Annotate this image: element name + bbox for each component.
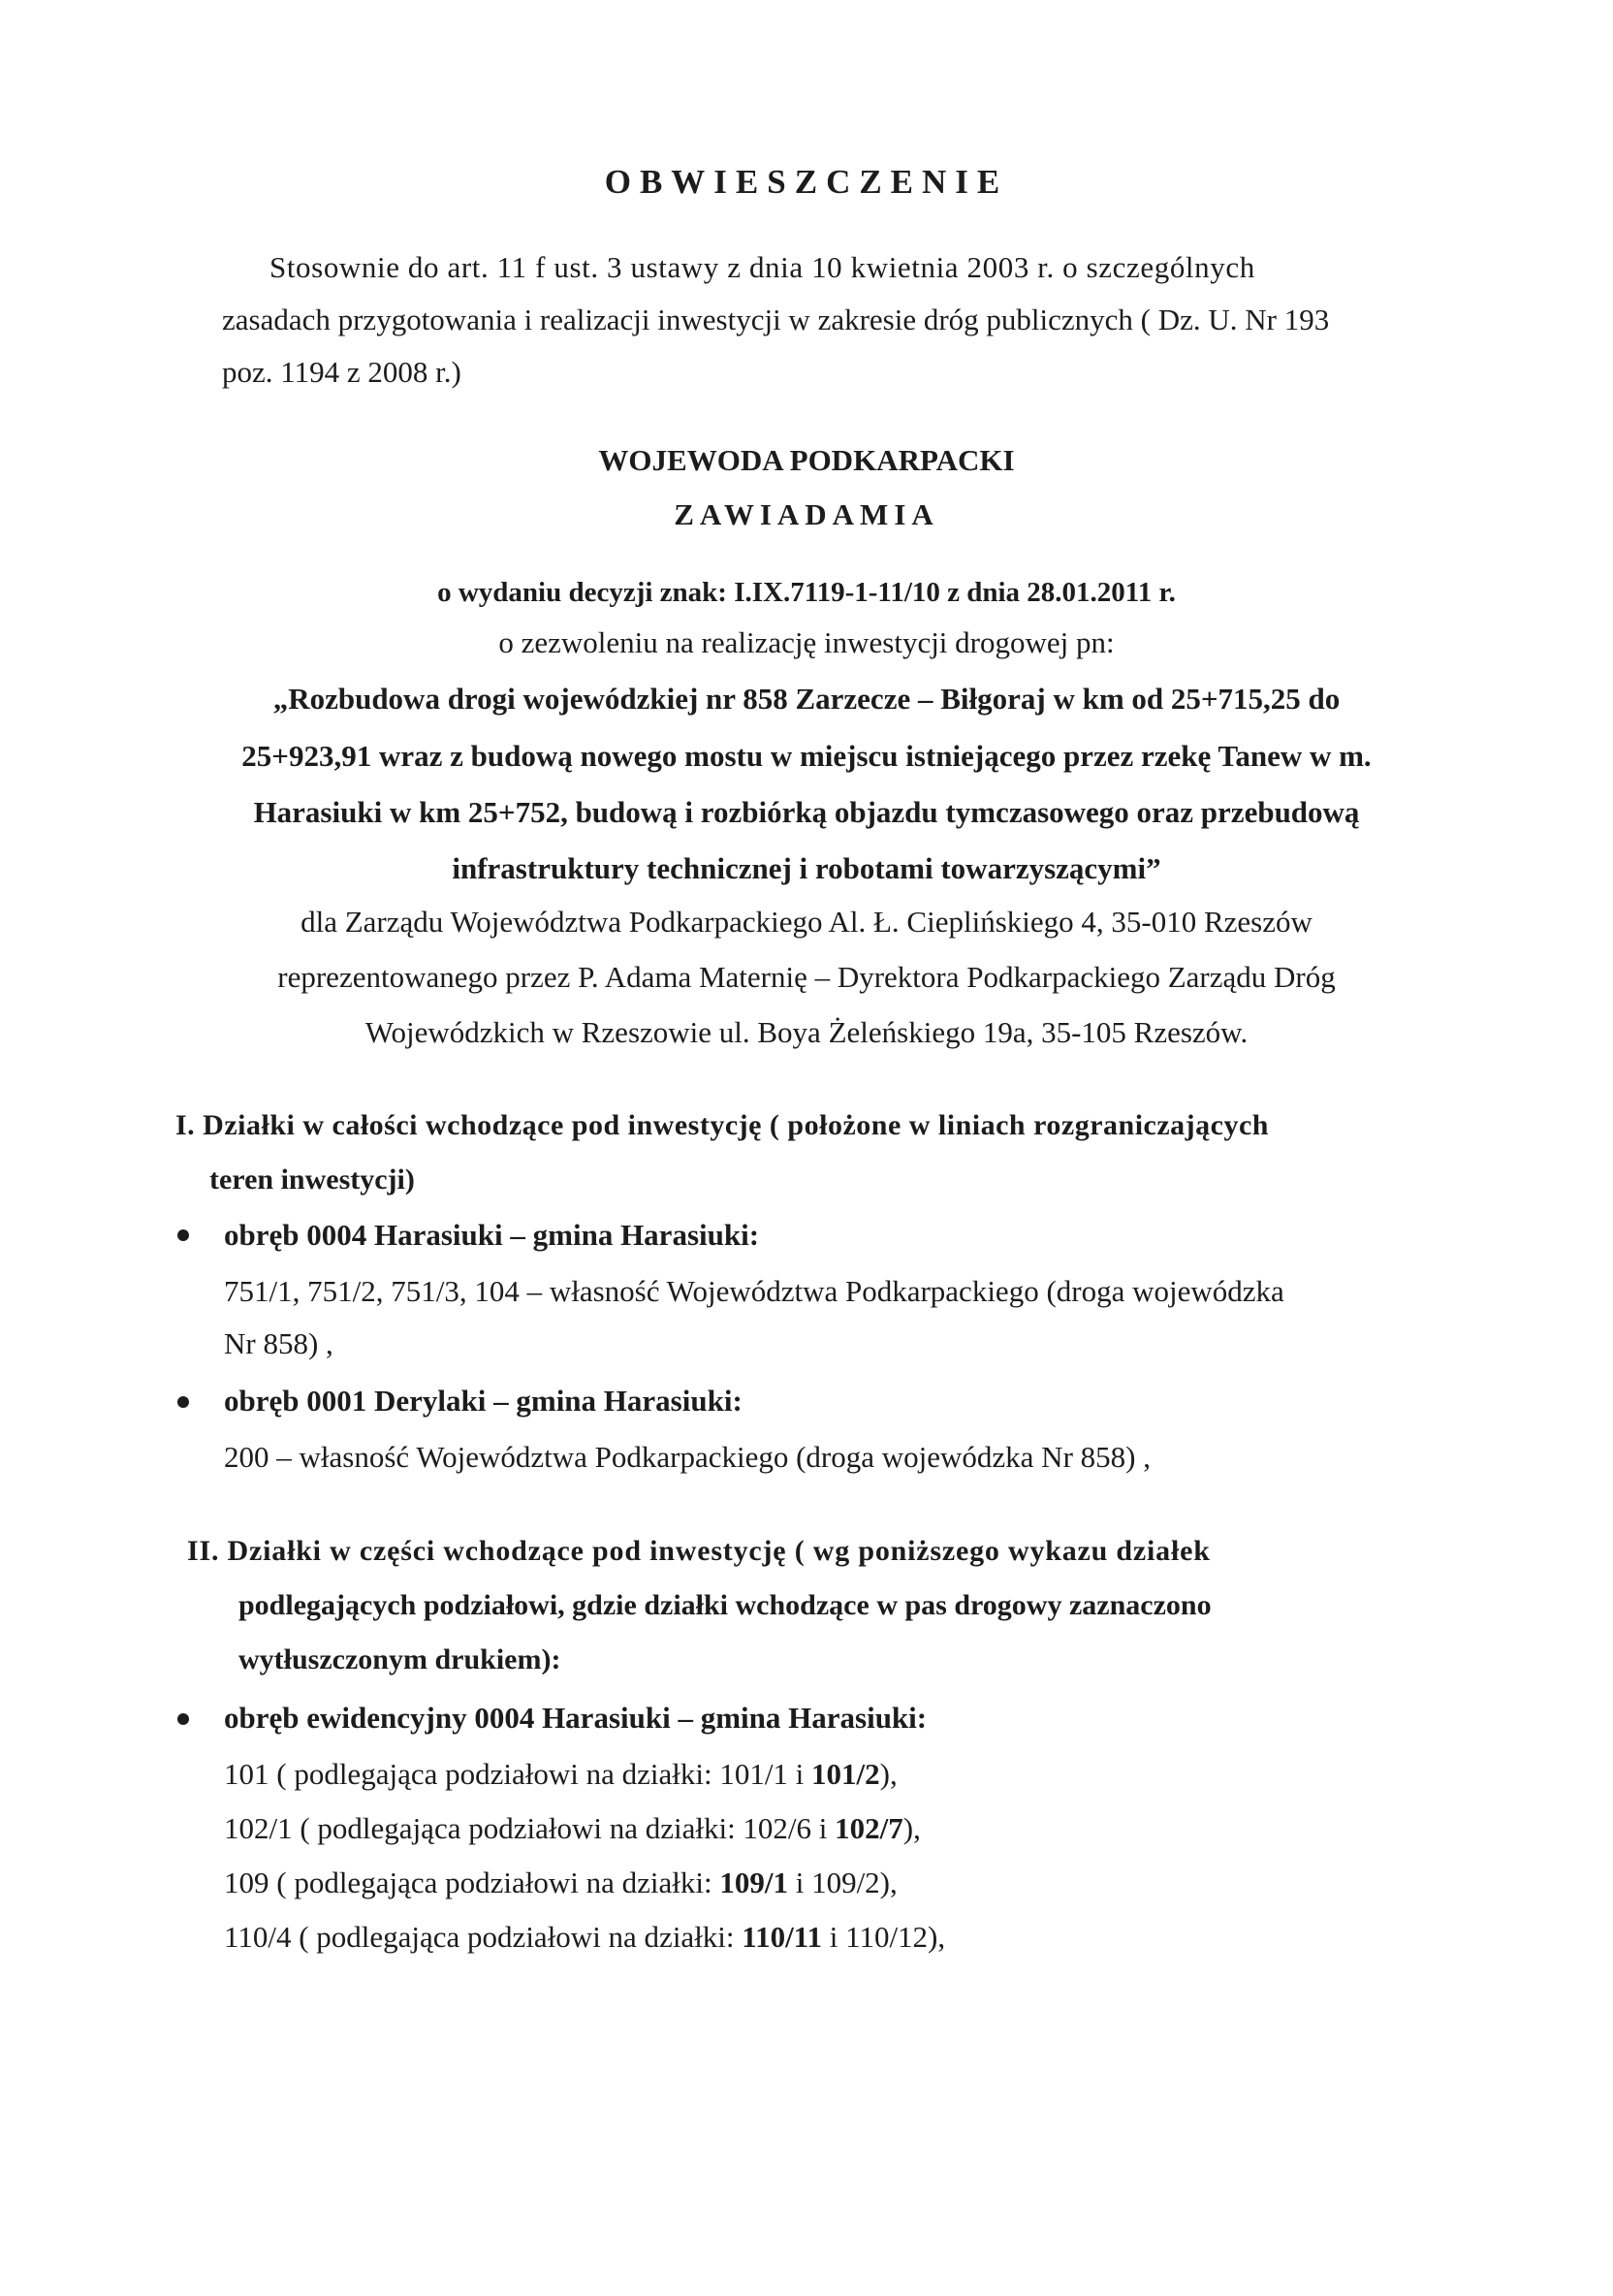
permit-text: o zezwoleniu na realizację inwestycji drogowej pn: [498, 625, 1115, 659]
parcel-text: i 109/2), [787, 1866, 898, 1899]
parcel-text: 102/1 ( podlegająca podziałowi na działki: 102/6 i [224, 1811, 836, 1845]
intro-line-2: zasadach przygotowania i realizacji inwestycji w zakresie dróg publicznych ( Dz. U. Nr 193 [222, 303, 1330, 336]
parcel-item [224, 1866, 898, 1900]
section-2-heading-line-3: wytłuszczonym drukiem): [238, 1643, 561, 1675]
section-2-heading-line-2: podlegających podziałowi, gdzie działki wchodzące w pas drogowy zaznaczono [238, 1589, 1212, 1621]
parcel-text: 101 ( podlegająca podziałowi na działki: 101/1 i [224, 1757, 812, 1791]
parcel-bold-number: 110/11 [742, 1920, 822, 1954]
bullet-icon [177, 1396, 189, 1408]
intro-line-1: Stosownie do art. 11 f ust. 3 ustawy z dnia 10 kwietnia 2003 r. o szczególnych [269, 250, 1255, 284]
decision-reference: o wydaniu decyzji znak: I.IX.7119-1-11/10 z dnia 28.01.2011 r. [437, 577, 1176, 608]
applicant-line-2: reprezentowanego przez P. Adama Maternię – Dyrektora Podkarpackiego Zarządu Dróg [277, 960, 1336, 994]
project-line-4: infrastruktury technicznej i robotami towarzyszącymi” [452, 851, 1161, 885]
parcel-bold-number: 101/2 [811, 1757, 880, 1791]
section-1-heading-line-2: teren inwestycji) [209, 1164, 415, 1196]
list-item-text: 751/1, 751/2, 751/3, 104 – własność Województwa Podkarpackiego (droga wojewódzka [224, 1274, 1284, 1308]
parcel-text: ), [902, 1811, 921, 1845]
project-line-2: 25+923,91 wraz z budową nowego mostu w miejscu istniejącego przez rzekę Tanew w m. [241, 739, 1372, 773]
section-1-heading-line-1: I. Działki w całości wchodzące pod inwestycję ( położone w liniach rozgraniczających [175, 1109, 1269, 1141]
list-item-text: Nr 858) , [224, 1326, 333, 1360]
parcel-item [224, 1757, 898, 1792]
parcel-bold-number: 102/7 [835, 1811, 903, 1845]
parcel-item [224, 1811, 921, 1846]
bullet-icon [177, 1229, 189, 1241]
bullet-icon [177, 1713, 189, 1725]
project-line-1: „Rozbudowa drogi wojewódzkiej nr 858 Zarzecze – Biłgoraj w km od 25+715,25 do [272, 682, 1341, 716]
list-item-text: 200 – własność Województwa Podkarpackiego (droga wojewódzka Nr 858) , [224, 1440, 1151, 1474]
authority-heading: WOJEWODA PODKARPACKI [598, 443, 1015, 477]
announces-heading: ZAWIADAMIA [674, 497, 939, 531]
section-2-heading-line-1: II. Działki w części wchodzące pod inwestycję ( wg poniższego wykazu działek [187, 1535, 1211, 1567]
parcel-text: 109 ( podlegająca podziałowi na działki: [224, 1866, 720, 1899]
page-title: OBWIESZCZENIE [604, 163, 1009, 201]
parcel-text: ), [879, 1757, 898, 1791]
applicant-line-3: Wojewódzkich w Rzeszowie ul. Boya Żeleńskiego 19a, 35-105 Rzeszów. [364, 1015, 1249, 1049]
list-item-heading: obręb ewidencyjny 0004 Harasiuki – gmina Harasiuki: [224, 1701, 928, 1735]
intro-line-3: poz. 1194 z 2008 r.) [222, 355, 461, 389]
parcel-bold-number: 109/1 [719, 1866, 788, 1899]
parcel-item [224, 1920, 945, 1955]
list-item-heading: obręb 0004 Harasiuki – gmina Harasiuki: [224, 1218, 760, 1252]
applicant-line-1: dla Zarządu Województwa Podkarpackiego Al. Ł. Cieplińskiego 4, 35-010 Rzeszów [300, 905, 1313, 939]
list-item-heading: obręb 0001 Derylaki – gmina Harasiuki: [224, 1384, 743, 1418]
project-line-3: Harasiuki w km 25+752, budową i rozbiórką objazdu tymczasowego oraz przebudową [253, 795, 1360, 829]
parcel-text: i 110/12), [821, 1920, 946, 1954]
parcel-text: 110/4 ( podlegająca podziałowi na działki: [224, 1920, 743, 1954]
